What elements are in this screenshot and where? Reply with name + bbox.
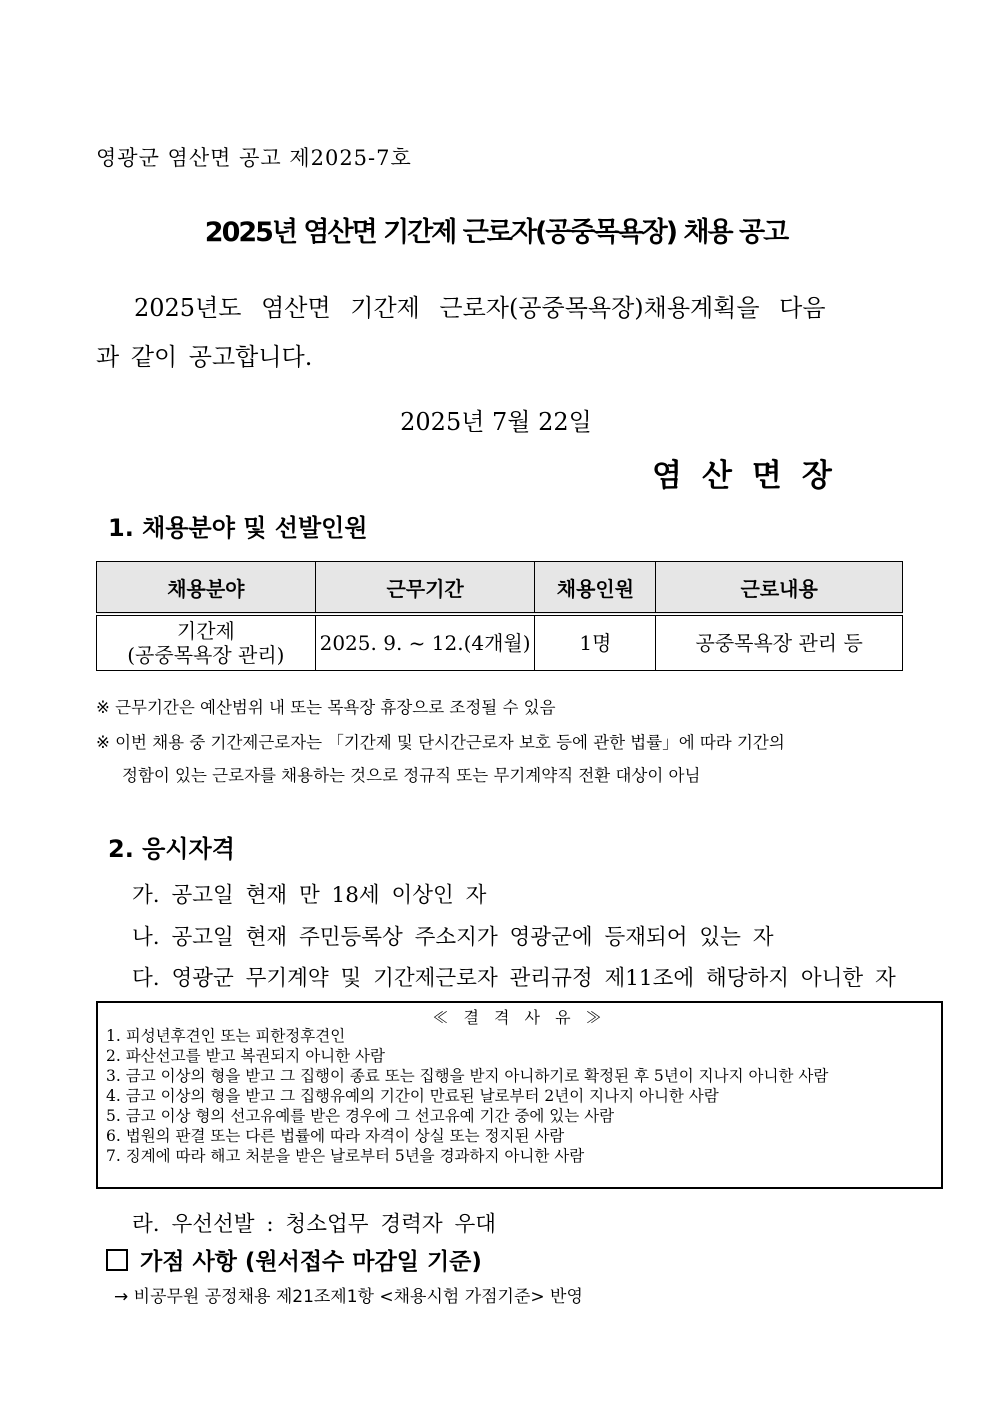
header-duty: 근로내용 bbox=[656, 562, 903, 615]
list-item: 3. 금고 이상의 형을 받고 그 집행이 종료 또는 집행을 받지 아니하기로 확정된 후 5년이 지나지 아니한 사람 bbox=[106, 1067, 829, 1085]
disqualification-title: ≪ 결 격 사 유 ≫ bbox=[432, 1008, 607, 1027]
list-item: 7. 징계에 따라 해고 처분을 받은 날로부터 5년을 경과하지 아니한 사람 bbox=[106, 1147, 585, 1165]
list-item: 2. 파산선고를 받고 복권되지 아니한 사람 bbox=[106, 1047, 385, 1065]
cell-period: 2025. 9. ~ 12.(4개월) bbox=[315, 614, 535, 671]
list-item: 6. 법원의 판결 또는 다른 법률에 따라 자격이 상실 또는 정지된 사람 bbox=[106, 1127, 565, 1145]
qualification-priority: 라. 우선선발 : 청소업무 경력자 우대 bbox=[132, 1212, 497, 1237]
bonus-note: → 비공무원 공정채용 제21조제1항 <채용시험 가점기준> 반영 bbox=[114, 1287, 583, 1307]
header-field: 채용분야 bbox=[97, 562, 316, 615]
qualification-residence: 나. 공고일 현재 주민등록상 주소지가 영광군에 등재되어 있는 자 bbox=[132, 925, 774, 950]
notice-number: 영광군 염산면 공고 제2025-7호 bbox=[96, 146, 412, 170]
cell-duty: 공중목욕장 관리 등 bbox=[656, 614, 903, 671]
bonus-heading bbox=[106, 1243, 482, 1276]
intro-paragraph-line-2: 과 같이 공고합니다. bbox=[96, 343, 313, 371]
section-1-heading: 1. 채용분야 및 선발인원 bbox=[108, 514, 368, 542]
table-row bbox=[97, 614, 903, 671]
note-work-period: ※ 근무기간은 예산범위 내 또는 목욕장 휴장으로 조정될 수 있음 bbox=[96, 698, 556, 717]
note-contract-line-1: ※ 이번 채용 중 기간제근로자는 「기간제 및 단시간근로자 보호 등에 관한 법률」에 따라 기간의 bbox=[96, 733, 785, 752]
table-header-row bbox=[97, 562, 903, 615]
qualification-regulation: 다. 영광군 무기계약 및 기간제근로자 관리규정 제11조에 해당하지 아니한 자 bbox=[132, 966, 896, 991]
bonus-heading-text: 가점 사항 (원서접수 마감일 기준) bbox=[140, 1249, 482, 1275]
section-2-heading: 2. 응시자격 bbox=[108, 835, 235, 863]
checkbox-icon bbox=[106, 1249, 128, 1271]
signer-title: 염산면장 bbox=[652, 458, 852, 494]
list-item: 1. 피성년후견인 또는 피한정후견인 bbox=[106, 1027, 346, 1045]
qualification-age: 가. 공고일 현재 만 18세 이상인 자 bbox=[132, 883, 487, 908]
cell-count: 1명 bbox=[535, 614, 656, 671]
intro-paragraph-line-1: 2025년도 염산면 기간제 근로자(공중목욕장)채용계획을 다음 bbox=[134, 294, 826, 322]
page-title: 2025년 염산면 기간제 근로자(공중목욕장) 채용 공고 bbox=[204, 217, 788, 248]
disqualification-list bbox=[106, 1026, 936, 1166]
cell-field-line-1: 기간제 bbox=[176, 619, 235, 643]
list-item: 4. 금고 이상의 형을 받고 그 집행유예의 기간이 만료된 날로부터 2년이 지나지 아니한 사람 bbox=[106, 1087, 719, 1105]
cell-field bbox=[97, 614, 316, 671]
announcement-date: 2025년 7월 22일 bbox=[400, 408, 592, 436]
note-contract-line-2: 정함이 있는 근로자를 채용하는 것으로 정규직 또는 무기계약직 전환 대상이 아님 bbox=[122, 766, 701, 785]
cell-field-line-2: (공중목욕장 관리) bbox=[127, 643, 285, 667]
disqualification-box bbox=[96, 1001, 943, 1189]
header-period: 근무기간 bbox=[315, 562, 535, 615]
recruitment-table bbox=[96, 561, 903, 671]
list-item: 5. 금고 이상 형의 선고유예를 받은 경우에 그 선고유예 기간 중에 있는 사람 bbox=[106, 1107, 615, 1125]
header-count: 채용인원 bbox=[535, 562, 656, 615]
